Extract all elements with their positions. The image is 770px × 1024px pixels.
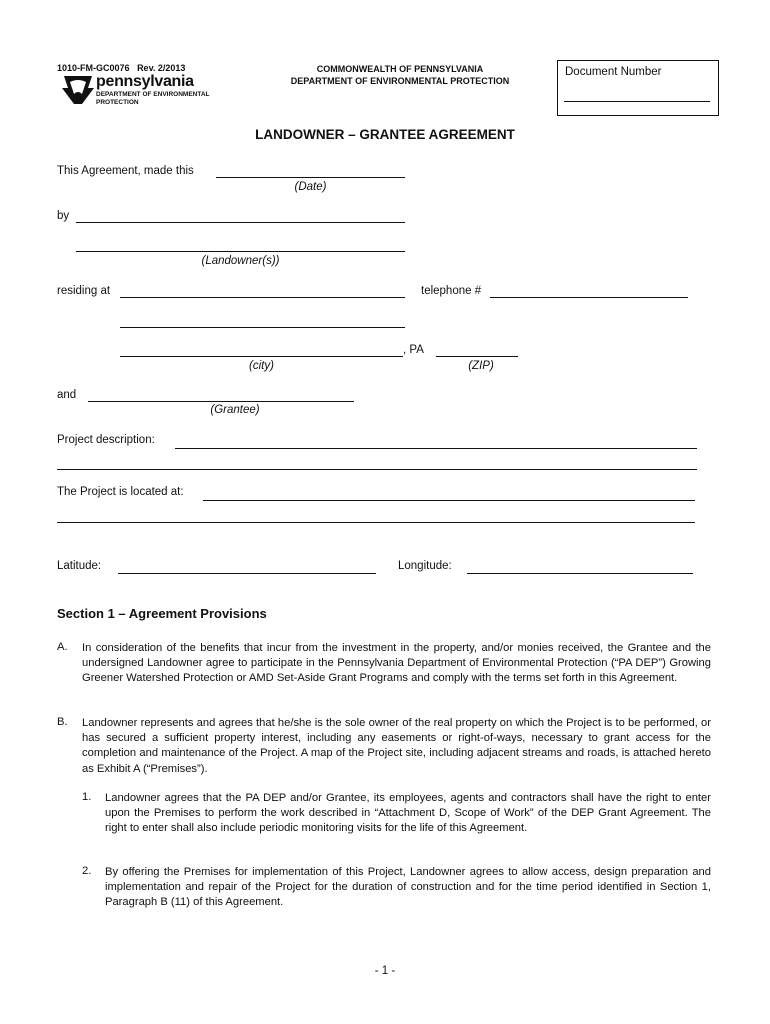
longitude-label: Longitude: [398, 560, 452, 572]
document-number-label: Document Number [565, 66, 662, 78]
page-number: - 1 - [374, 965, 396, 977]
project-description-field-2[interactable] [57, 469, 697, 470]
and-label: and [57, 389, 77, 401]
telephone-field[interactable] [490, 297, 688, 298]
form-id: 1010-FM-GC0076 Rev. 2/2013 [57, 63, 186, 73]
item-1-label: 1. [82, 791, 92, 803]
latitude-field[interactable] [118, 573, 376, 574]
revision: Rev. 2/2013 [137, 63, 186, 73]
grantee-caption: (Grantee) [210, 404, 260, 416]
item-2-label: 2. [82, 865, 92, 877]
latitude-label: Latitude: [57, 560, 102, 572]
residing-at-label: residing at [57, 285, 111, 297]
provision-a-label: A. [57, 641, 68, 653]
document-number-box [557, 60, 719, 116]
telephone-label: telephone # [421, 285, 482, 297]
landowner-caption: (Landowner(s)) [201, 255, 280, 267]
project-location-field-1[interactable] [203, 500, 695, 501]
grantee-field[interactable] [88, 401, 354, 402]
department-title: DEPARTMENT OF ENVIRONMENTAL PROTECTION [290, 76, 510, 86]
address-field-1[interactable] [120, 297, 405, 298]
provision-b-text: Landowner represents and agrees that he/she is the sole owner of the real property on which the Project is to be performed, or has secured a sufficient property interest, including any easements or right-of-ways, necessary to grant access for the completion and maintenance of the Project. A map of the Project site, including adjacent streams and roads, is attached hereto as Exhibit A (“Premises”). [82, 717, 711, 775]
project-location-field-2[interactable] [57, 522, 695, 523]
project-description-label: Project description: [57, 434, 155, 446]
logo-wordmark: pennsylvania [96, 73, 194, 90]
longitude-field[interactable] [467, 573, 693, 574]
provision-a-text: In consideration of the benefits that incur from the investment in the property, and/or monies received, the Grantee and the undersigned Landowner agree to participate in the Pennsylvania Department of Environmental Protection (“PA DEP”) Growing Greener Watershed Protection or AMD Set-Aside Grant Programs and comply with the terms set forth in this Agreement. [82, 642, 711, 685]
landowner-field-2[interactable] [76, 251, 405, 252]
item-1-text: Landowner agrees that the PA DEP and/or Grantee, its employees, agents and contractors shall have the right to enter upon the Premises to perform the work described in “Attachment D, Scope of Work” of the DEP Grant Agreement. The right to enter shall also include periodic monitoring visits for the life of this Agreement. [105, 792, 711, 835]
city-field[interactable] [120, 356, 403, 357]
provision-b-label: B. [57, 716, 68, 728]
keystone-icon [60, 74, 96, 106]
by-label: by [57, 210, 70, 222]
pa-dep-logo [60, 74, 260, 110]
project-description-field-1[interactable] [175, 448, 697, 449]
project-located-label: The Project is located at: [57, 486, 184, 498]
page-title: LANDOWNER – GRANTEE AGREEMENT [255, 127, 515, 142]
pa-label: , PA [403, 344, 424, 356]
zip-caption: (ZIP) [468, 360, 494, 372]
address-field-2[interactable] [120, 327, 405, 328]
made-this-label: This Agreement, made this [57, 165, 194, 177]
date-caption: (Date) [294, 181, 327, 193]
landowner-field-1[interactable] [76, 222, 405, 223]
section-1-heading: Section 1 – Agreement Provisions [57, 606, 267, 621]
logo-department: DEPARTMENT OF ENVIRONMENTAL PROTECTION [96, 91, 210, 106]
city-caption: (city) [249, 360, 274, 372]
item-2-text: By offering the Premises for implementation of this Project, Landowner agrees to allow access, design preparation and implementation and repair of the Project for the duration of construction and for the time period identified in Section 1, Paragraph B (11) of this Agreement. [105, 866, 711, 909]
commonwealth-title: COMMONWEALTH OF PENNSYLVANIA [316, 64, 484, 74]
document-number-input[interactable] [564, 101, 710, 102]
header-agency [270, 63, 530, 87]
zip-field[interactable] [436, 356, 518, 357]
date-field[interactable] [216, 177, 405, 178]
